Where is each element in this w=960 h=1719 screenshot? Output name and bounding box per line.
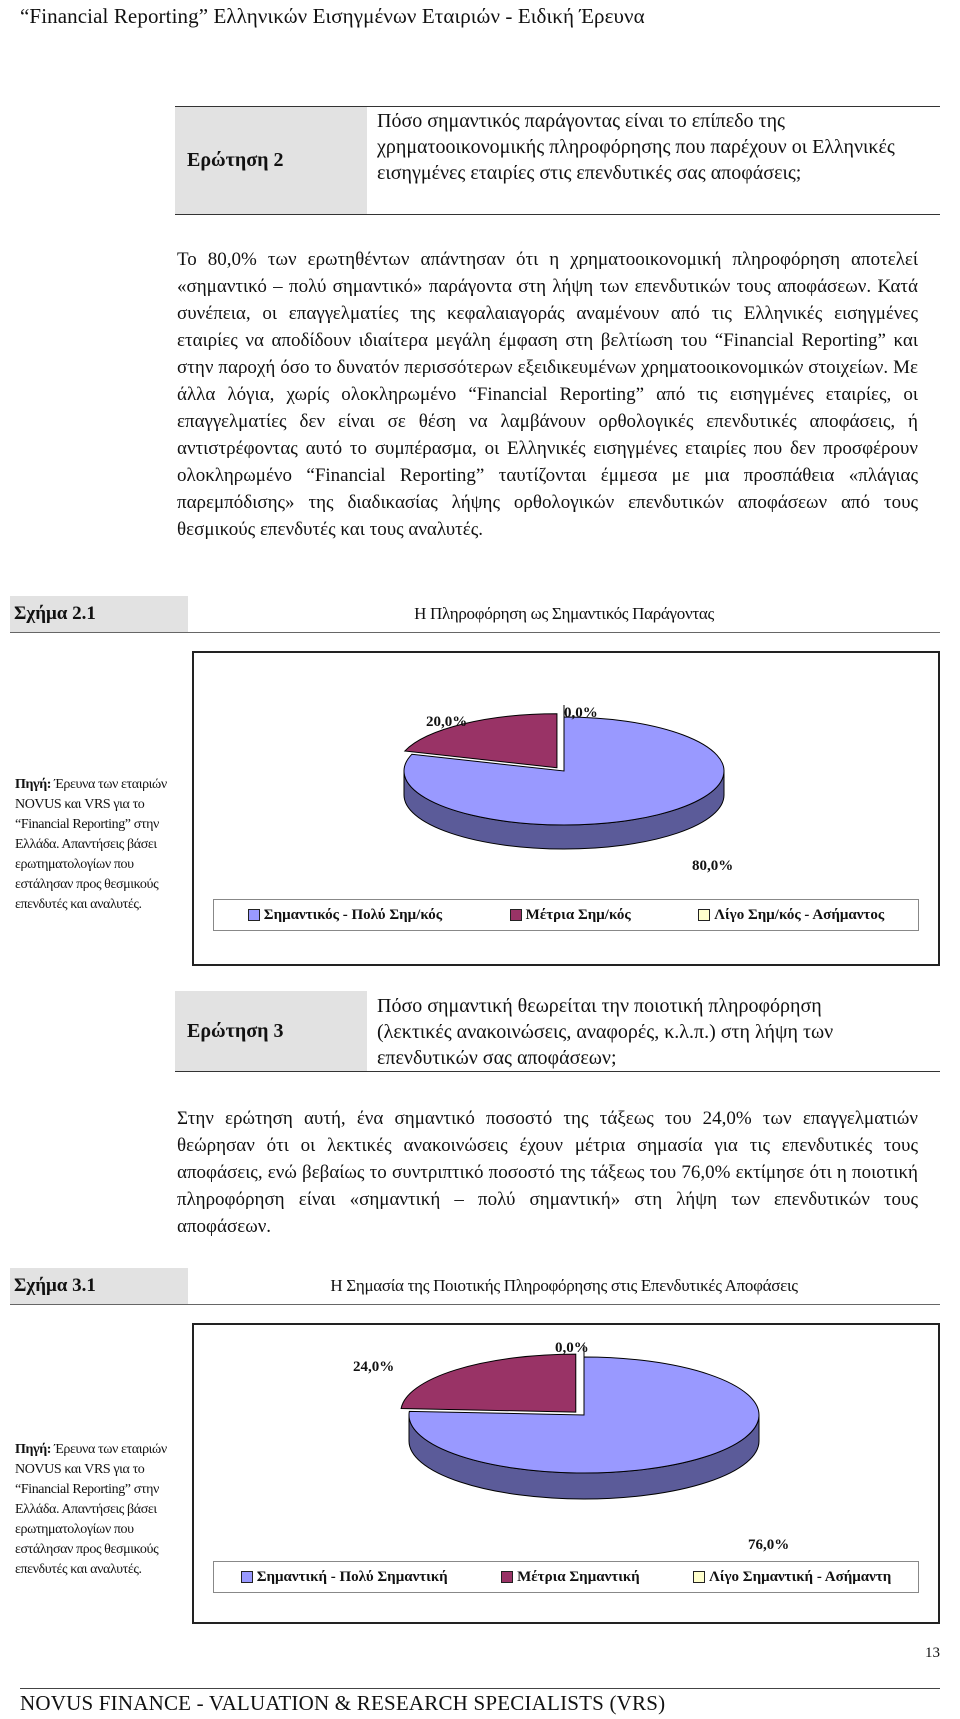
legend-label: Λίγο Σημαντική - Ασήμαντη (709, 1568, 892, 1585)
legend-3-1 (213, 1561, 919, 1593)
data-label-medium: 20,0% (426, 714, 468, 730)
legend-2-1 (213, 899, 919, 931)
figure-3-1-source (15, 1440, 180, 1580)
figure-2-1-rule (10, 632, 940, 633)
legend-label: Σημαντική - Πολύ Σημαντική (256, 1568, 448, 1585)
figure-2-1-label: Σχήμα 2.1 (10, 596, 188, 632)
figure-3-1-title: Η Σημασία της Ποιοτικής Πληροφόρησης στις Επενδυτικές Αποφάσεις (330, 1276, 798, 1295)
data-label-high: 76,0% (748, 1537, 790, 1553)
source-text: Έρευνα των εταιριών NOVUS και VRS για το “Financial Reporting” στην Ελλάδα. Απαντήσεις βάσει ερωτηματολογίων που εστάλησαν προς θεσμικούς επενδυτές και αναλυτές. (15, 777, 167, 912)
pie-slice-1 (401, 1354, 576, 1412)
question-3-text: Πόσο σημαντική θεωρείται την ποιοτική πληροφόρηση (λεκτικές ανακοινώσεις, αναφορές, κ.λ.π.) στη λήψη των επενδυτικών σας αποφάσεων; (377, 995, 834, 1069)
legend-item-medium (510, 907, 631, 924)
legend-item-low (698, 907, 884, 924)
chart-2-1 (192, 651, 940, 966)
data-label-low: 0,0% (555, 1340, 589, 1356)
page-footer: NOVUS FINANCE - VALUATION & RESEARCH SPECIALISTS (VRS) (20, 1691, 666, 1715)
legend-label: Μέτρια Σημ/κός (525, 906, 631, 923)
figure-2-1-source (15, 775, 180, 915)
swatch-icon (510, 909, 522, 921)
swatch-icon (241, 1571, 253, 1583)
legend-label: Λίγο Σημ/κός - Ασήμαντος (714, 906, 885, 923)
swatch-icon (698, 909, 710, 921)
swatch-icon (248, 909, 260, 921)
legend-item-low (693, 1569, 891, 1586)
question-2-label: Ερώτηση 2 (175, 107, 367, 214)
question-3-label: Ερώτηση 3 (175, 991, 367, 1071)
legend-item-high (241, 1569, 448, 1586)
swatch-icon (693, 1571, 705, 1583)
figure-3-1-rule (10, 1304, 940, 1305)
source-text: Έρευνα των εταιριών NOVUS και VRS για το “Financial Reporting” στην Ελλάδα. Απαντήσεις βάσει ερωτηματολογίων που εστάλησαν προς θεσμικούς επενδυτές και αναλυτές. (15, 1442, 167, 1577)
figure-3-1-label: Σχήμα 3.1 (10, 1268, 188, 1304)
legend-label: Σημαντικός - Πολύ Σημ/κός (263, 906, 443, 923)
paragraph-answer-2: Το 80,0% των ερωτηθέντων απάντησαν ότι η χρηματοοικονομική πληροφόρηση αποτελεί «σημαντικό – πολύ σημαντικό» παράγοντα στη λήψη των επενδυτικών τους αποφάσεων. Κατά συνέπεια, οι επαγγελματίες της κεφαλαιαγοράς αναμένουν από τις Ελληνικές εισηγμένες εταιρίες να αποδίδουν ιδιαίτερα μεγάλη έμφαση στη βελτίωση του “Financial Reporting” και στην παροχή όσο το δυνατόν περισσότερων εξειδικευμένων χρηματοοικονομικών στοιχείων. Με άλλα λόγια, χωρίς ολοκληρωμένο “Financial Reporting” από τις εισηγμένες εταιρίες, οι επαγγελματίες δεν είναι σε θέση να λαμβάνουν ορθολογικές επενδυτικές αποφάσεις, ή αντιστρέφοντας αυτό το συμπέρασμα, οι Ελληνικές εισηγμένες εταιρίες που δεν προσφέρουν ολοκληρωμένο “Financial Reporting” ταυτίζονται έμμεσα με μια προσπάθεια «πλάγιας παρεμπόδισης» της διαδικασίας λήψης ορθολογικών επενδυτικών αποφάσεων από τους θεσμικούς επενδυτές και τους αναλυτές. (177, 249, 918, 540)
footer-rule (20, 1688, 940, 1689)
figure-2-1-title: Η Πληροφόρηση ως Σημαντικός Παράγοντας (414, 604, 714, 623)
data-label-low: 0,0% (564, 705, 598, 721)
legend-label: Μέτρια Σημαντική (517, 1568, 640, 1585)
source-bold-label: Πηγή: (15, 1442, 52, 1457)
chart-3-1 (192, 1323, 940, 1624)
source-bold-label: Πηγή: (15, 777, 52, 792)
pie-3-1-group (401, 1345, 759, 1499)
data-label-medium: 24,0% (353, 1359, 395, 1375)
running-header: “Financial Reporting” Ελληνικών Εισηγμένων Εταιριών - Ειδική Έρευνα (20, 4, 645, 28)
page-number: 13 (925, 1645, 940, 1661)
question-2-text: Πόσο σημαντικός παράγοντας είναι το επίπεδο της χρηματοοικονομικής πληροφόρησης που παρέχουν οι Ελληνικές εισηγμένες εταιρίες στις επενδυτικές σας αποφάσεις; (377, 110, 895, 184)
legend-item-medium (501, 1569, 640, 1586)
legend-item-high (248, 907, 442, 924)
paragraph-answer-3: Στην ερώτηση αυτή, ένα σημαντικό ποσοστό της τάξεως του 24,0% των επαγγελματιών θεώρησαν ότι οι λεκτικές ανακοινώσεις έχουν μέτρια σημασία για τις επενδυτικές τους αποφάσεις, ενώ βεβαίως το συντριπτικό ποσοστό της τάξεως του 76,0% εκτίμησε ότι η ποιοτική πληροφόρηση είναι «σημαντική – πολύ σημαντική» στη λήψη των επενδυτικών τους αποφάσεων. (177, 1108, 918, 1237)
data-label-high: 80,0% (692, 858, 734, 874)
swatch-icon (501, 1571, 513, 1583)
